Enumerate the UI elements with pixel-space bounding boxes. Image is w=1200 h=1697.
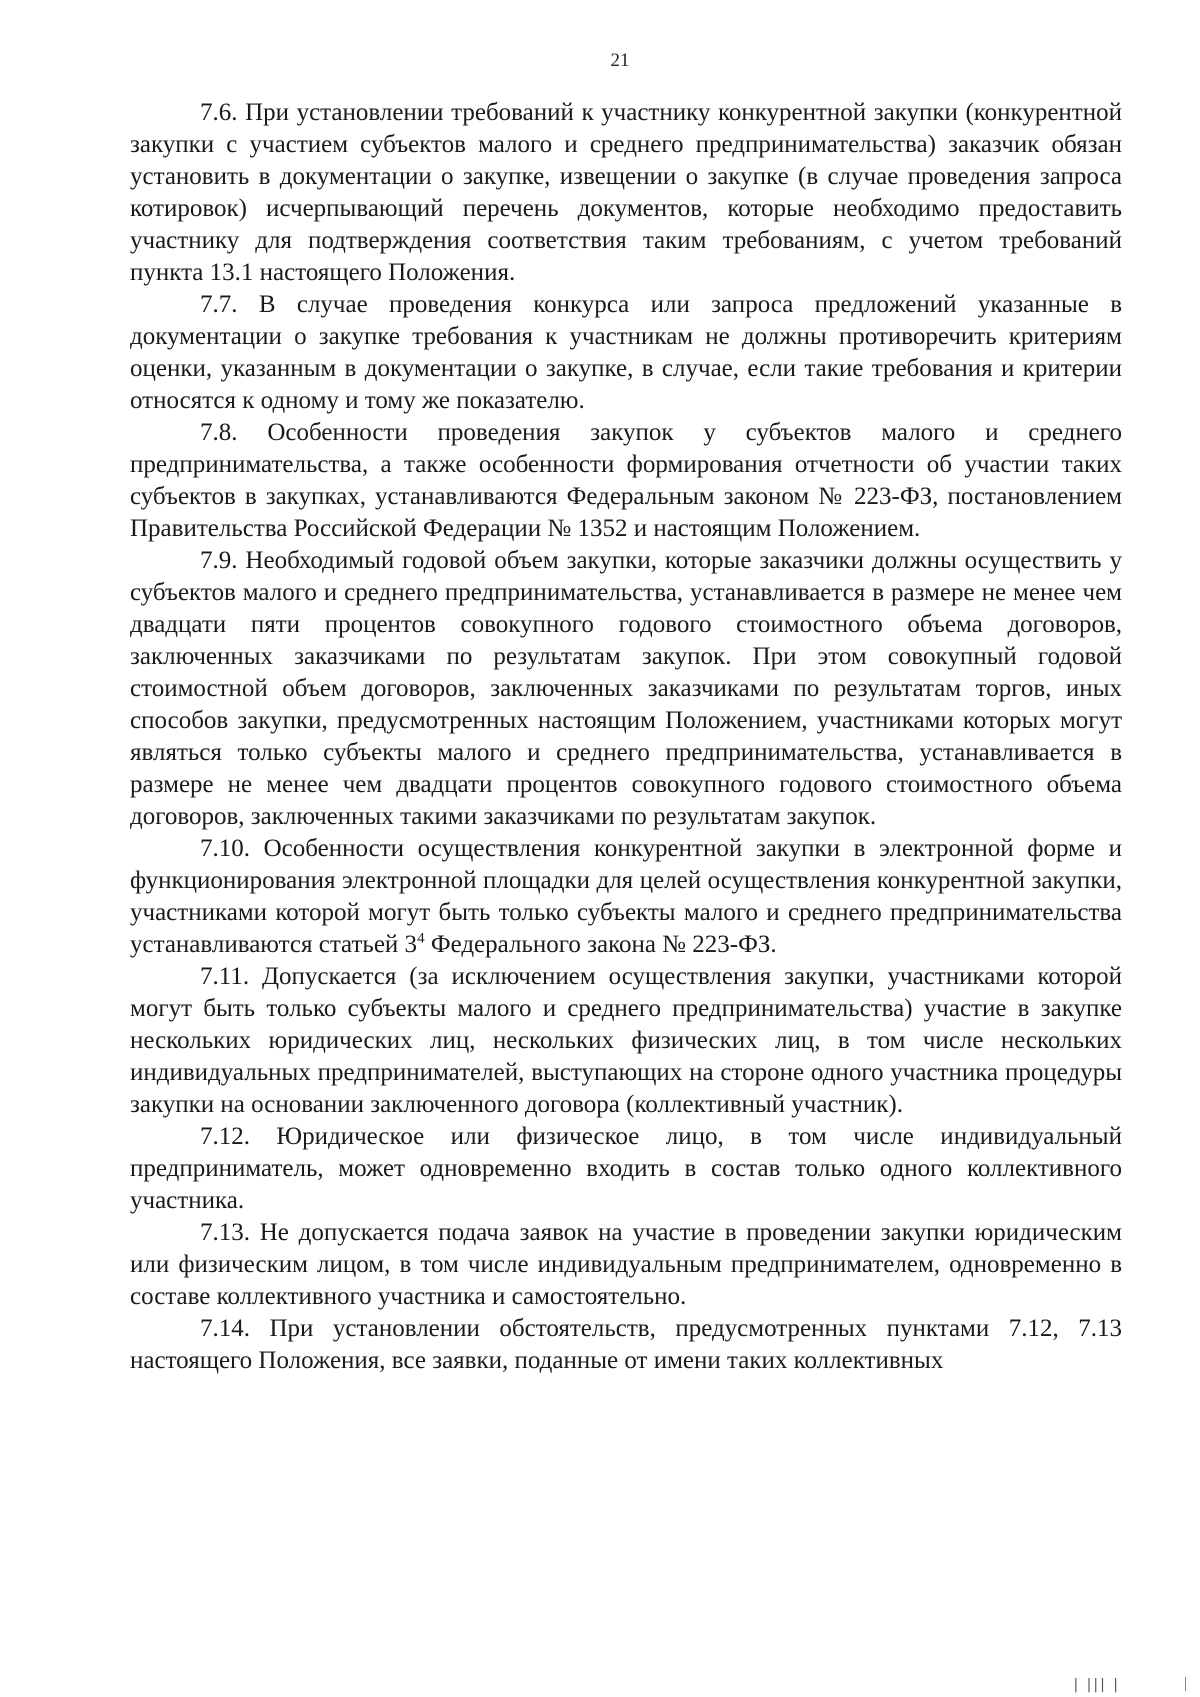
scan-edge-tick bbox=[1185, 1677, 1186, 1691]
paragraph-7-12: 7.12. Юридическое или физическое лицо, в том числе индивидуальный предприниматель, может одновременно входить в состав только одного коллективного участника. bbox=[130, 1123, 1122, 1214]
document-body bbox=[130, 97, 1122, 1377]
article-superscript: 4 bbox=[417, 930, 425, 947]
paragraph-7-13: 7.13. Не допускается подача заявок на участие в проведении закупки юридическим или физическим лицом, в том числе индивидуальным предпринимателем, одновременно в составе коллективного участника и самостоятельно. bbox=[130, 1219, 1122, 1310]
paragraph-7-10-text-after: Федерального закона № 223-ФЗ. bbox=[424, 931, 777, 958]
paragraph-7-7: 7.7. В случае проведения конкурса или запроса предложений указанные в документации о закупке требования к участникам не должны противоречить критериям оценки, указанным в документации о закупке, в случае, если такие требования и критерии относятся к одному и тому же показателю. bbox=[130, 291, 1122, 414]
paragraph-7-11: 7.11. Допускается (за исключением осуществления закупки, участниками которой могут быть только субъекты малого и среднего предпринимательства) участие в закупке нескольких юридических лиц, нескольких физических лиц, в том числе нескольких индивидуальных предпринимателей, выступающих на стороне одного участника процедуры закупки на основании заключенного договора (коллективный участник). bbox=[130, 963, 1122, 1118]
paragraph-7-10 bbox=[130, 833, 1122, 961]
paragraph-7-8: 7.8. Особенности проведения закупок у субъектов малого и среднего предпринимательства, а также особенности формирования отчетности об участии таких субъектов в закупках, устанавливаются Федеральным законом № 223-ФЗ, постановлением Правительства Российской Федерации № 1352 и настоящим Положением. bbox=[130, 419, 1122, 542]
paragraph-7-6: 7.6. При установлении требований к участнику конкурентной закупки (конкурентной закупки с участием субъектов малого и среднего предпринимательства) заказчик обязан установить в документации о закупке, извещении о закупке (в случае проведения запроса котировок) исчерпывающий перечень документов, которые необходимо предоставить участнику для подтверждения соответствия таким требованиям, с учетом требований пункта 13.1 настоящего Положения. bbox=[130, 99, 1122, 286]
paragraph-7-14: 7.14. При установлении обстоятельств, предусмотренных пунктами 7.12, 7.13 настоящего Положения, все заявки, поданные от имени таких коллективных bbox=[130, 1315, 1122, 1374]
paragraph-7-9: 7.9. Необходимый годовой объем закупки, которые заказчики должны осуществить у субъектов малого и среднего предпринимательства, устанавливается в размере не менее чем двадцати пяти процентов совокупного годового стоимостного объема договоров, заключенных заказчиками по результатам закупок. При этом совокупный годовой стоимостной объем договоров, заключенных заказчиками по результатам торгов, иных способов закупки, предусмотренных настоящим Положением, участниками которых могут являться только субъекты малого и среднего предпринимательства, устанавливается в размере не менее чем двадцати процентов совокупного годового стоимостного объема договоров, заключенных такими заказчиками по результатам закупок. bbox=[130, 547, 1122, 830]
page-number: 21 bbox=[610, 50, 630, 71]
paragraph-7-10-text-before: 7.10. Особенности осуществления конкурентной закупки в электронной форме и функционирования электронной площадки для целей осуществления конкурентной закупки, участниками которой могут быть только субъекты малого и среднего предпринимательства устанавливаются статьей 3 bbox=[130, 835, 1122, 958]
scan-mark: | ||| | bbox=[1073, 1677, 1120, 1693]
